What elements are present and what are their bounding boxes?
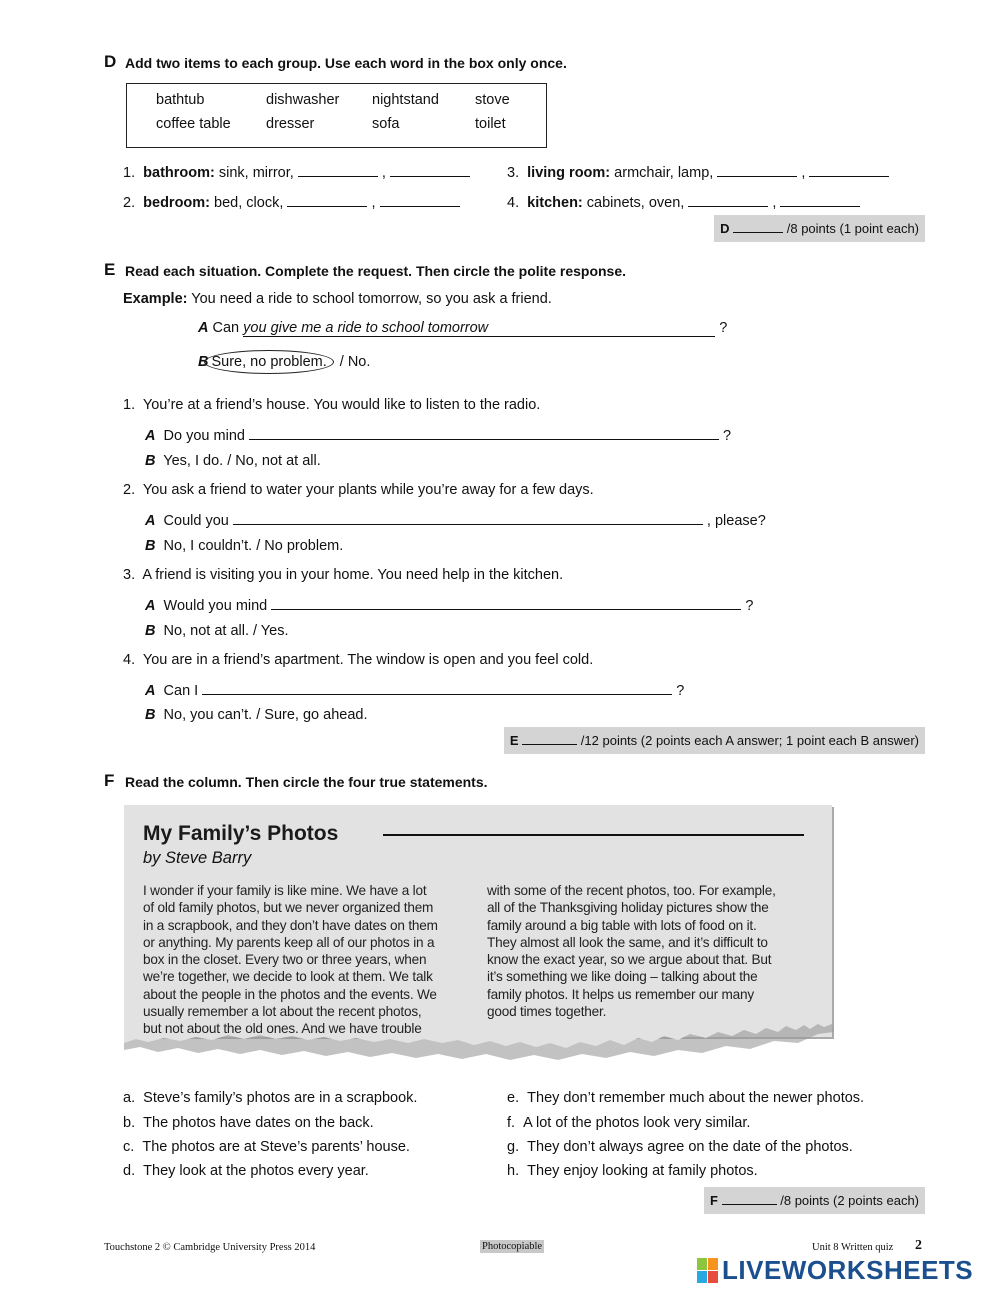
answer-blank[interactable] [249, 425, 719, 440]
word-box-item: toilet [475, 116, 506, 132]
title-rule [383, 834, 804, 836]
statement-g[interactable]: g. They don’t always agree on the date of the photos. [507, 1139, 853, 1155]
answer-blank[interactable] [390, 162, 470, 177]
answer-blank[interactable] [688, 192, 768, 207]
liveworksheets-logo-text[interactable]: LIVEWORKSHEETS [722, 1255, 974, 1285]
statement-a[interactable]: a. Steve’s family’s photos are in a scrapbook. [123, 1090, 418, 1106]
section-e-score: E /12 points (2 points each A answer; 1 point each B answer) [504, 727, 925, 754]
answer-blank[interactable] [717, 162, 797, 177]
answer-blank[interactable] [298, 162, 378, 177]
logo-letter-v [697, 1271, 707, 1283]
example-answer: you give me a ride to school tomorrow [243, 320, 715, 337]
word-box-item: stove [475, 92, 510, 108]
footer-unit: Unit 8 Written quiz [812, 1242, 894, 1253]
d-item-3: 3. living room: armchair, lamp, , [507, 162, 889, 181]
example-b: B Sure, no problem. / No. [198, 354, 370, 370]
e-item-1-situation: 1. You’re at a friend’s house. You would like to listen to the radio. [123, 397, 541, 413]
section-d-instruction: Add two items to each group. Use each word in the box only once. [125, 55, 567, 71]
word-box-item: sofa [372, 116, 400, 132]
statement-c[interactable]: c. The photos are at Steve’s parents’ house. [123, 1139, 410, 1155]
score-blank[interactable] [522, 732, 577, 745]
column-left-text: I wonder if your family is like mine. We have a lot of old family photos, but we never organized them in a scrapbook, and they don’t have dates on them or anything. My parents keep all of our photos in a box in the closet. Every two or three years, when we’re together, we decide to look at them. We talk about the people in the photos and the events. We usually remember a lot about the recent photos, but not about the old ones. And we have trouble [143, 883, 438, 1037]
section-e-letter: E [104, 260, 116, 279]
d-item-label: kitchen: [527, 195, 583, 211]
answer-blank[interactable] [202, 680, 672, 695]
page-number: 2 [915, 1238, 922, 1253]
section-f-letter: F [104, 771, 115, 790]
word-box-item: dishwasher [266, 92, 340, 108]
d-item-1: 1. bathroom: sink, mirror, , [123, 162, 470, 181]
statement-h[interactable]: h. They enjoy looking at family photos. [507, 1163, 758, 1179]
column-right-text: with some of the recent photos, too. For example, all of the Thanksgiving holiday pictures show the family around a big table with lots of food on it. They almost all look the same, and it’s difficult to know the exact year, so we argue about that. But it’s something we like doing – talking about the family photos. It helps us remember our many good times together. [487, 883, 776, 1020]
section-d-letter: D [104, 52, 117, 71]
score-blank[interactable] [722, 1192, 777, 1205]
liveworksheets-logo-icon [697, 1258, 719, 1284]
logo-letter-i [708, 1258, 718, 1270]
d-item-label: bedroom: [143, 195, 211, 211]
word-box-item: dresser [266, 116, 315, 132]
e-item-1-a: A Do you mind ? [145, 425, 731, 444]
example-a: A Can you give me a ride to school tomorrow ? [198, 320, 728, 336]
e-item-4-b[interactable]: B No, you can’t. / Sure, go ahead. [145, 707, 368, 723]
word-box-item: nightstand [372, 92, 439, 108]
circled-response: Sure, no problem. [204, 350, 333, 374]
statement-b[interactable]: b. The photos have dates on the back. [123, 1115, 374, 1131]
d-item-4: 4. kitchen: cabinets, oven, , [507, 192, 860, 211]
statement-e[interactable]: e. They don’t remember much about the newer photos. [507, 1090, 865, 1106]
section-f-score: F /8 points (2 points each) [704, 1187, 925, 1214]
e-item-4-situation: 4. You are in a friend’s apartment. The window is open and you feel cold. [123, 652, 594, 668]
e-item-2-b[interactable]: B No, I couldn’t. / No problem. [145, 538, 344, 554]
word-box-item: bathtub [156, 92, 205, 108]
e-item-3-b[interactable]: B No, not at all. / Yes. [145, 623, 289, 639]
statement-d[interactable]: d. They look at the photos every year. [123, 1163, 369, 1179]
answer-blank[interactable] [380, 192, 460, 207]
section-e-instruction: Read each situation. Complete the request. Then circle the polite response. [125, 263, 627, 279]
score-blank[interactable] [733, 220, 783, 233]
e-item-4-a: A Can I ? [145, 680, 684, 699]
statement-f[interactable]: f. A lot of the photos look very similar. [507, 1115, 751, 1131]
answer-blank[interactable] [780, 192, 860, 207]
footer-photocopiable: Photocopiable [482, 1241, 543, 1252]
e-item-3-a: A Would you mind ? [145, 595, 753, 614]
section-f-instruction: Read the column. Then circle the four true statements. [125, 774, 488, 790]
column-byline: by Steve Barry [143, 849, 252, 867]
e-item-1-b[interactable]: B Yes, I do. / No, not at all. [145, 453, 321, 469]
word-box-item: coffee table [156, 116, 231, 132]
logo-letter-e [708, 1271, 718, 1283]
answer-blank[interactable] [233, 510, 703, 525]
e-item-2-a: A Could you , please? [145, 510, 766, 529]
logo-letter-l [697, 1258, 707, 1270]
d-item-label: bathroom: [143, 165, 215, 181]
e-item-3-situation: 3. A friend is visiting you in your home. You need help in the kitchen. [123, 567, 564, 583]
answer-blank[interactable] [287, 192, 367, 207]
answer-blank[interactable] [809, 162, 889, 177]
example-line: Example: You need a ride to school tomorrow, so you ask a friend. [123, 291, 552, 307]
column-title: My Family’s Photos [143, 822, 339, 845]
e-item-2-situation: 2. You ask a friend to water your plants while you’re away for a few days. [123, 482, 594, 498]
d-item-label: living room: [527, 165, 611, 181]
footer-copyright: Touchstone 2 © Cambridge University Press 2014 [104, 1242, 316, 1253]
d-item-2: 2. bedroom: bed, clock, , [123, 192, 460, 211]
answer-blank[interactable] [271, 595, 741, 610]
section-d-score: D /8 points (1 point each) [714, 215, 925, 242]
